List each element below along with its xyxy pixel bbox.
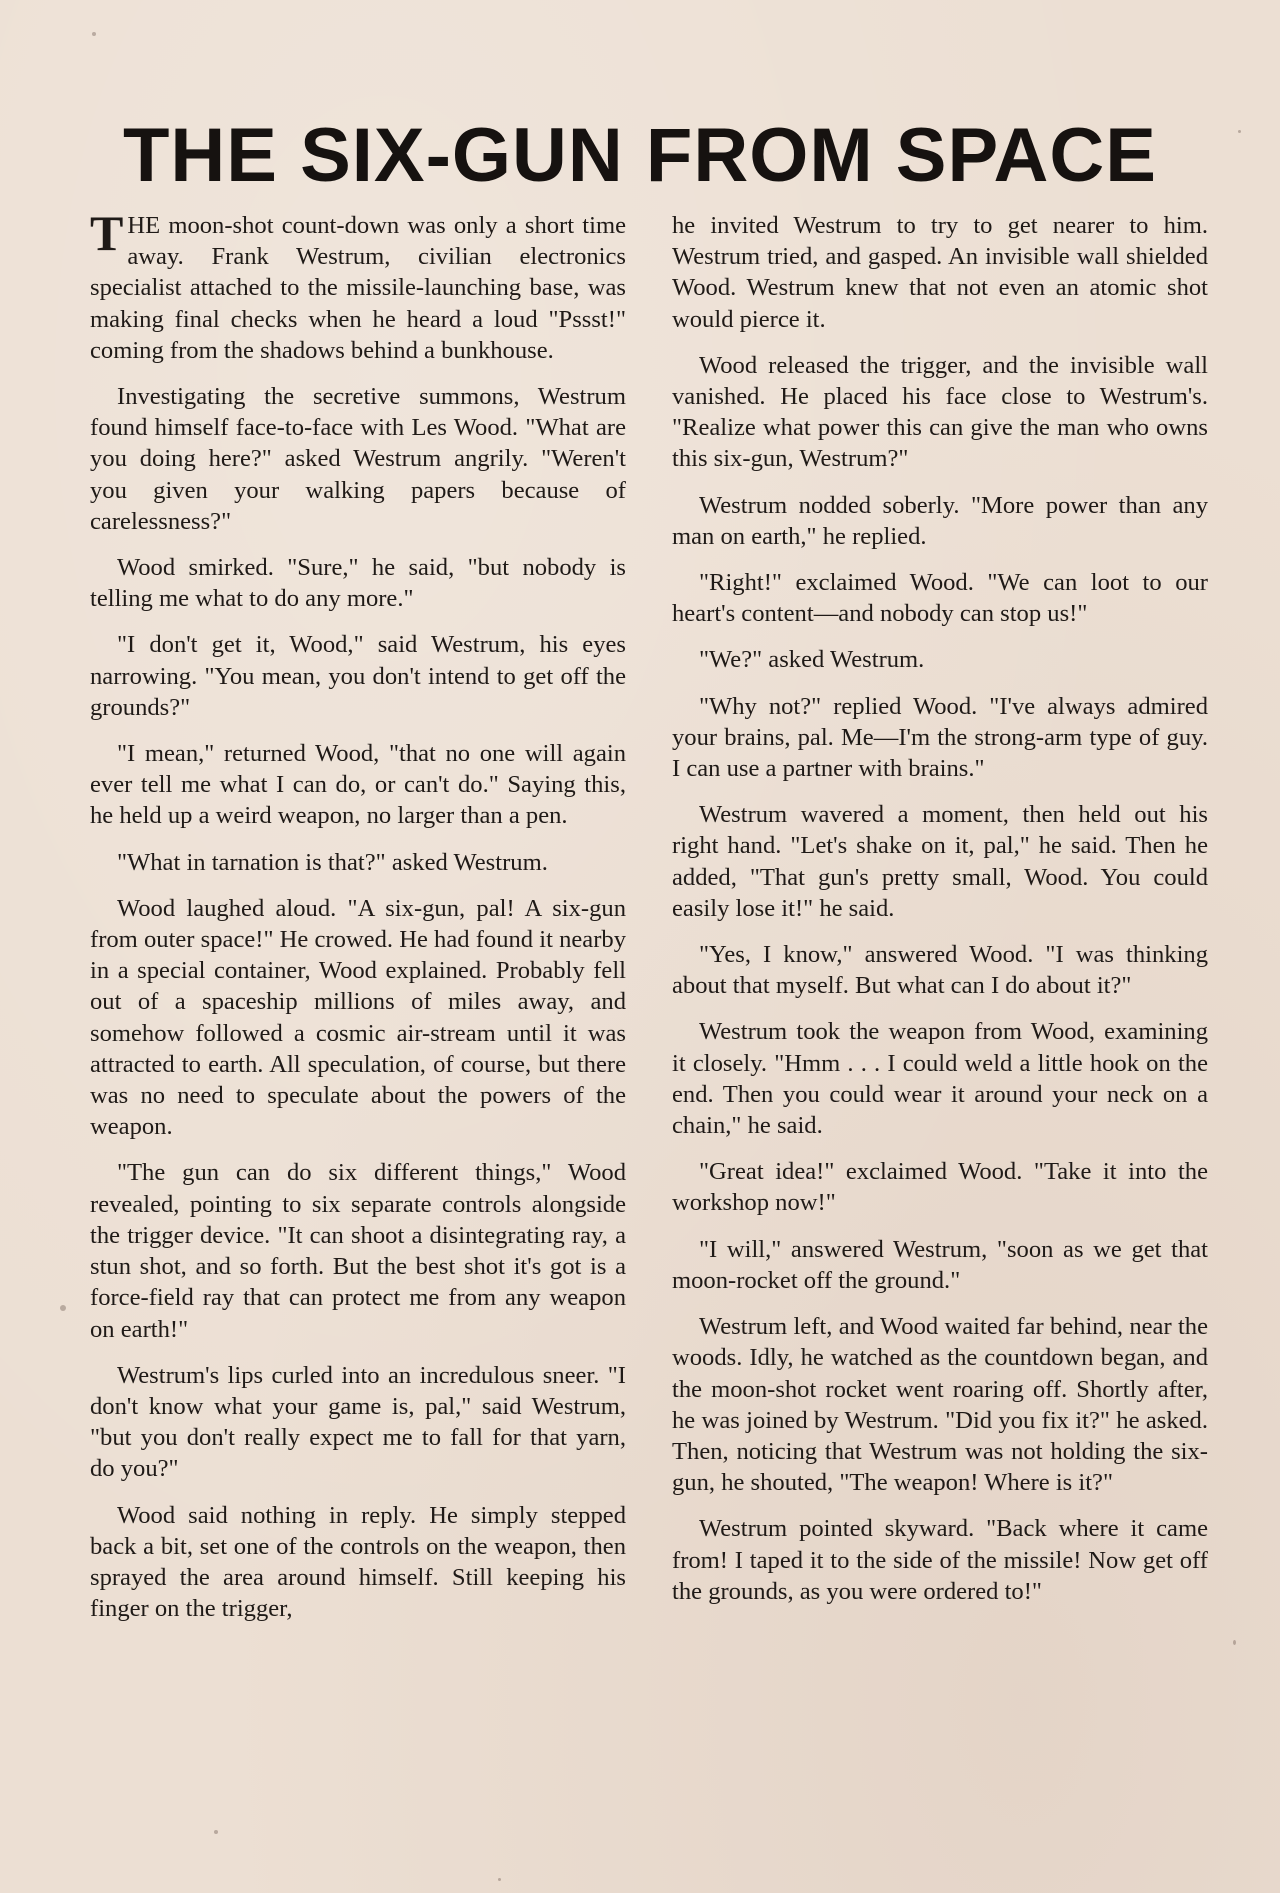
paper-speck bbox=[60, 1305, 66, 1311]
opening-paragraph bbox=[90, 205, 626, 366]
paragraph: Wood said nothing in reply. He simply stepped back a bit, set one of the controls on the weapon, then sprayed the area around himself. Still keeping his finger on the trigger, bbox=[90, 1501, 626, 1623]
drop-cap: T bbox=[90, 205, 124, 261]
paragraph: Investigating the secretive summons, Westrum found himself face-to-face with Les Wood. "What are you doing here?" asked Westrum angrily. "Weren't you given your walking papers because of carelessness?" bbox=[90, 383, 626, 535]
left-column bbox=[90, 205, 626, 1639]
paragraph: "We?" asked Westrum. bbox=[699, 646, 925, 674]
paragraph: Westrum took the weapon from Wood, examining it closely. "Hmm . . . I could weld a little hook on the end. Then you could wear it around your neck on a chain," he said. bbox=[672, 1018, 1208, 1140]
paper-speck bbox=[214, 1830, 218, 1834]
paragraph: "I don't get it, Wood," said Westrum, his eyes narrowing. "You mean, you don't intend to get off the grounds?" bbox=[90, 631, 626, 721]
paper-speck bbox=[498, 1878, 501, 1881]
paragraph: "I will," answered Westrum, "soon as we get that moon-rocket off the ground." bbox=[672, 1235, 1208, 1294]
continued-paragraph: he invited Westrum to try to get nearer to him. Westrum tried, and gasped. An invisible wall shielded Wood. Westrum knew that not even an atomic shot would pierce it. bbox=[672, 212, 1208, 333]
paragraph: Wood released the trigger, and the invisible wall vanished. He placed his face close to Westrum's. "Realize what power this can give the man who owns this six-gun, Westrum?" bbox=[672, 351, 1208, 473]
paragraph: Wood laughed aloud. "A six-gun, pal! A six-gun from outer space!" He crowed. He had found it nearby in a special container, Wood explained. Probably fell out of a spaceship millions of miles away, and somehow followed a cosmic air-stream until it was attracted to earth. All speculation, of course, but there was no need to speculate about the powers of the weapon. bbox=[90, 894, 626, 1141]
story-title: THE SIX-GUN FROM SPACE bbox=[123, 113, 1157, 198]
paragraph: Westrum wavered a moment, then held out his right hand. "Let's shake on it, pal," he said. Then he added, "That gun's pretty small, Wood. You could easily lose it!" he said. bbox=[672, 801, 1208, 922]
paper-speck bbox=[1233, 1640, 1236, 1645]
paragraph: "Right!" exclaimed Wood. "We can loot to our heart's content—and nobody can stop us!" bbox=[672, 569, 1208, 628]
opening-paragraph-text: HE moon-shot count-down was only a short time away. Frank Westrum, civilian electronics specialist attached to the missile-launching base, was making final checks when he heard a loud "Pssst!" coming from the shadows behind a bunkhouse. bbox=[90, 212, 626, 364]
paragraph: Westrum pointed skyward. "Back where it came from! I taped it to the side of the missile! Now get off the grounds, as you were ordered to!" bbox=[672, 1515, 1208, 1605]
paragraph: "I mean," returned Wood, "that no one will again ever tell me what I can do, or can't do." Saying this, he held up a weird weapon, no larger than a pen. bbox=[90, 740, 626, 830]
right-column bbox=[672, 210, 1208, 1622]
paragraph: "What in tarnation is that?" asked Westrum. bbox=[117, 848, 548, 876]
paragraph: "Great idea!" exclaimed Wood. "Take it into the workshop now!" bbox=[672, 1158, 1208, 1217]
paragraph: Westrum left, and Wood waited far behind, near the woods. Idly, he watched as the countdown began, and the moon-shot rocket went roaring off. Shortly after, he was joined by Westrum. "Did you fix it?" he asked. Then, noticing that Westrum was not holding the six-gun, he shouted, "The weapon! Where is it?" bbox=[672, 1313, 1208, 1497]
paragraph: "Why not?" replied Wood. "I've always admired your brains, pal. Me—I'm the strong-arm type of guy. I can use a partner with brains." bbox=[672, 692, 1208, 783]
paragraph: Wood smirked. "Sure," he said, "but nobody is telling me what to do any more." bbox=[90, 554, 626, 613]
paragraph: "The gun can do six different things," Wood revealed, pointing to six separate controls alongside the trigger device. "It can shoot a disintegrating ray, a stun shot, and so forth. But the best shot it's got is a force-field ray that can protect me from any weapon on earth!" bbox=[90, 1159, 626, 1343]
paragraph: "Yes, I know," answered Wood. "I was thinking about that myself. But what can I do about it?" bbox=[672, 941, 1208, 1000]
paper-speck bbox=[92, 32, 96, 36]
paragraph: Westrum's lips curled into an incredulous sneer. "I don't know what your game is, pal," said Westrum, "but you don't really expect me to fall for that yarn, do you?" bbox=[90, 1361, 626, 1483]
paragraph: Westrum nodded soberly. "More power than any man on earth," he replied. bbox=[672, 491, 1208, 550]
